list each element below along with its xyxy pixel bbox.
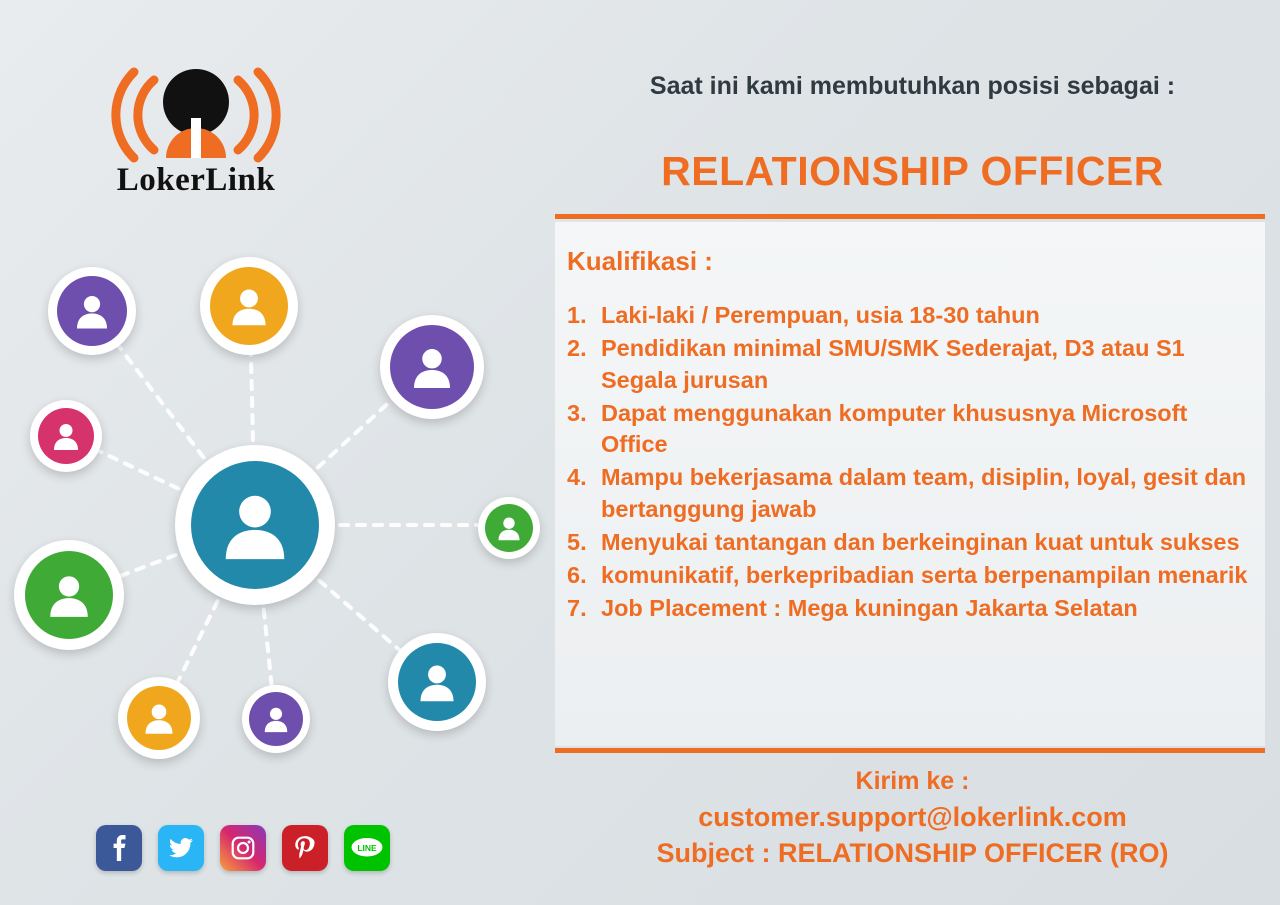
facebook-icon[interactable]	[96, 825, 142, 871]
person-node-violet	[380, 315, 484, 419]
list-item-number: 5.	[567, 528, 587, 555]
person-node-purple-small	[242, 685, 310, 753]
svg-text:LINE: LINE	[357, 843, 377, 854]
left-panel	[0, 0, 545, 905]
list-item	[567, 462, 1257, 525]
list-item	[567, 560, 1257, 591]
list-item-number: 1.	[567, 302, 587, 328]
list-item-number: 2.	[567, 335, 587, 362]
lokerlink-logo-icon	[110, 62, 282, 167]
person-node-green-small	[478, 497, 540, 559]
list-item-number: 6.	[567, 562, 587, 588]
list-item-text: Dapat menggunakan komputer khususnya Microsoft Office	[601, 399, 1188, 457]
social-links	[96, 825, 390, 871]
list-item-text: komunikatif, berkepribadian serta berpenampilan menarik	[601, 562, 1248, 588]
list-item-text: Mampu bekerjasama dalam team, disiplin, loyal, gesit dan bertanggung jawab	[601, 464, 1247, 522]
person-node-green	[14, 540, 124, 650]
brand-name: LokerLink	[116, 162, 276, 198]
list-item	[567, 333, 1257, 396]
pinterest-icon[interactable]	[282, 825, 328, 871]
list-item-number: 4.	[567, 464, 587, 491]
list-item-number: 7.	[567, 595, 587, 622]
list-item	[567, 593, 1257, 624]
qualifications-title: Kualifikasi :	[567, 246, 713, 276]
divider-bottom	[555, 748, 1265, 753]
brand-logo	[96, 62, 296, 212]
list-item-text: Laki-laki / Perempuan, usia 18-30 tahun	[601, 302, 1040, 328]
twitter-icon[interactable]	[158, 825, 204, 871]
list-item-text: Menyukai tantangan dan berkeinginan kuat untuk sukses	[601, 528, 1240, 555]
list-item-number: 3.	[567, 399, 587, 426]
instagram-icon[interactable]	[220, 825, 266, 871]
send-to-label: Kirim ke :	[855, 767, 970, 795]
divider-top	[555, 214, 1265, 219]
list-item-text: Job Placement : Mega kuningan Jakarta Selatan	[601, 595, 1138, 622]
list-item	[567, 398, 1257, 461]
network-graphic	[0, 235, 545, 780]
qualifications-list	[567, 300, 1257, 627]
person-node-amber	[200, 257, 298, 355]
list-item-text: Pendidikan minimal SMU/SMK Sederajat, D3 atau S1 Segala jurusan	[601, 335, 1185, 393]
person-node-amber-small	[118, 677, 200, 759]
person-node-crimson	[30, 400, 102, 472]
line-icon[interactable]	[344, 825, 390, 871]
job-title: RELATIONSHIP OFFICER	[661, 148, 1164, 194]
intro-text: Saat ini kami membutuhkan posisi sebagai :	[649, 72, 1176, 100]
person-node-teal	[388, 633, 486, 731]
contact-email[interactable]: customer.support@lokerlink.com	[698, 801, 1127, 832]
qualifications-box	[555, 222, 1265, 746]
person-center-icon	[175, 445, 335, 605]
email-subject: Subject : RELATIONSHIP OFFICER (RO)	[656, 838, 1169, 869]
contact-footer	[545, 765, 1280, 872]
right-panel	[545, 0, 1280, 905]
list-item	[567, 527, 1257, 558]
person-node-purple	[48, 267, 136, 355]
list-item	[567, 300, 1257, 331]
